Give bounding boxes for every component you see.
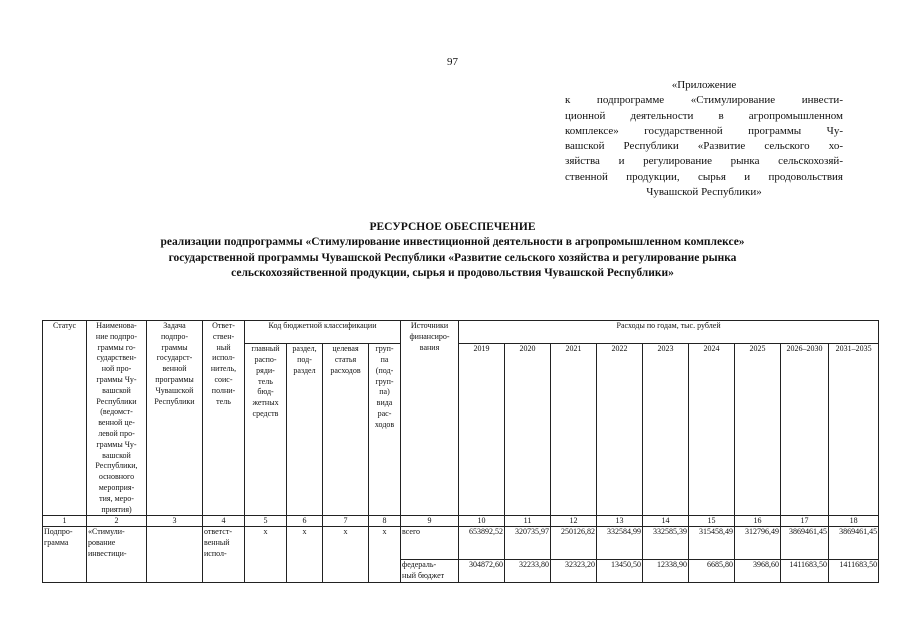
cell-line: Республики, [95, 461, 138, 471]
expense-value: 332584,99 [597, 527, 643, 560]
header-row-top [43, 321, 879, 344]
funding-source-cell [401, 560, 459, 583]
heading-subtitle-line: сельскохозяйственной продукции, сырья и продовольствия Чувашской Республики» [231, 267, 674, 280]
cell-line: вида [376, 398, 393, 408]
cell-line: вашской [102, 385, 131, 395]
header-status: Статус [43, 321, 87, 516]
header-target-item [323, 344, 369, 516]
cell-line: средств [252, 409, 279, 419]
cell-line: приятия) [101, 504, 132, 514]
expense-value: 250126,82 [551, 527, 597, 560]
cell-line: ние подпро- [95, 331, 138, 341]
cell-line: главный [251, 344, 280, 354]
expense-value: 6685,80 [689, 560, 735, 583]
cell-line: целевая [332, 344, 359, 354]
task-cell [147, 560, 203, 583]
appendix-line: «Приложение [671, 79, 737, 91]
expense-value: 320735,97 [505, 527, 551, 560]
cell-line: финансиро- [409, 331, 450, 341]
column-number: 12 [551, 516, 597, 527]
responsible-cell [203, 527, 245, 560]
expense-value: 13450,50 [597, 560, 643, 583]
header-year: 2020 [505, 344, 551, 516]
cell-line: граммы Чу- [96, 439, 137, 449]
header-year: 2023 [643, 344, 689, 516]
cell-line: па) [379, 387, 390, 397]
column-number: 6 [287, 516, 323, 527]
cell-line: ной про- [101, 364, 132, 374]
expense-value: 32323,20 [551, 560, 597, 583]
cell-line: под- [297, 355, 312, 365]
cell-line: «Стимули- [88, 527, 125, 537]
header-expenses-by-year: Расходы по годам, тыс. рублей [459, 321, 879, 344]
cell-line: груп- [375, 344, 394, 354]
header-year: 2031–2035 [829, 344, 879, 516]
header-year: 2026–2030 [781, 344, 829, 516]
column-number: 8 [369, 516, 401, 527]
expense-value: 312796,49 [735, 527, 781, 560]
header-section [287, 344, 323, 516]
appendix-line: ственной продукции, сырья и продовольствия [565, 170, 843, 183]
cell-line: бюд- [257, 387, 274, 397]
expense-value: 3869461,45 [829, 527, 879, 560]
cell-line: граммы го- [97, 342, 136, 352]
cell-line: ный бюджет [402, 571, 445, 581]
cell-line: рас- [377, 409, 392, 419]
program-name-cell [87, 527, 147, 560]
cell-line: полни- [211, 385, 236, 395]
expense-value: 12338,90 [643, 560, 689, 583]
header-year: 2024 [689, 344, 735, 516]
cell-line: федераль- [402, 560, 437, 570]
header-year: 2022 [597, 344, 643, 516]
table-row [43, 527, 879, 560]
cell-line: всего [402, 527, 421, 537]
status-cell [43, 560, 87, 583]
cell-line: вания [419, 342, 440, 352]
header-year: 2021 [551, 344, 597, 516]
funding-source-cell [401, 527, 459, 560]
column-number: 3 [147, 516, 203, 527]
cell-line: государст- [156, 353, 193, 363]
column-number: 15 [689, 516, 735, 527]
header-main-manager [245, 344, 287, 516]
expense-value: 3968,60 [735, 560, 781, 583]
cell-line: нитель, [210, 364, 237, 374]
cell-line: ный [216, 342, 231, 352]
appendix-line: зяйства и регулирование рынка сельскохозяй- [565, 155, 843, 168]
cell-line: венный [204, 538, 230, 548]
cell-line: Республики [154, 396, 195, 406]
cell-line: раздел, [292, 344, 317, 354]
cell-line: Ответ- [212, 321, 235, 330]
table-row [43, 560, 879, 583]
column-number: 18 [829, 516, 879, 527]
heading-title: РЕСУРСНОЕ ОБЕСПЕЧЕНИЕ [369, 221, 536, 233]
program-name-cell [87, 560, 147, 583]
cell-line: тия, меро- [99, 493, 134, 503]
cell-line: программы [155, 374, 194, 384]
expense-value: 1411683,50 [781, 560, 829, 583]
cell-line: подпро- [160, 331, 189, 341]
cell-line: Подпро- [44, 527, 73, 537]
column-number: 10 [459, 516, 505, 527]
cell-line: испол- [204, 548, 227, 558]
cell-line: граммы Чу- [96, 374, 137, 384]
cell-line: венной це- [98, 418, 135, 428]
cell-line: сударствен- [96, 353, 137, 363]
cell-line: ствен- [212, 331, 235, 341]
cell-line: Наименова- [96, 321, 137, 330]
cell-line: Республики [96, 396, 137, 406]
column-number: 14 [643, 516, 689, 527]
task-cell [147, 527, 203, 560]
cell-line: ряди- [256, 365, 275, 375]
header-task [147, 321, 203, 516]
appendix-line: к подпрограмме «Стимулирование инвести- [565, 94, 843, 107]
header-responsible [203, 321, 245, 516]
cell-line: венной [162, 364, 187, 374]
cell-line: раздел [293, 365, 316, 375]
column-number: 9 [401, 516, 459, 527]
cell-line: граммы [161, 342, 188, 352]
status-cell [43, 527, 87, 560]
budget-code-cell: x [245, 527, 287, 560]
cell-line: грамма [44, 538, 69, 548]
column-number: 5 [245, 516, 287, 527]
document-heading [0, 220, 905, 282]
column-number: 7 [323, 516, 369, 527]
cell-line: па [380, 355, 389, 365]
expense-value: 32233,80 [505, 560, 551, 583]
cell-line: вашской [102, 450, 131, 460]
cell-line: статья [334, 355, 357, 365]
header-expense-group [369, 344, 401, 516]
budget-code-cell [287, 560, 323, 583]
expense-value: 304872,60 [459, 560, 505, 583]
budget-code-cell [323, 560, 369, 583]
column-number: 16 [735, 516, 781, 527]
cell-line: основного [98, 472, 135, 482]
expense-value: 653892,52 [459, 527, 505, 560]
page-number: 97 [447, 56, 458, 68]
cell-line: рование [88, 538, 116, 548]
header-funding-sources [401, 321, 459, 516]
cell-line: (под- [375, 365, 394, 375]
column-number: 17 [781, 516, 829, 527]
cell-line: тель [258, 376, 273, 386]
heading-subtitle-line: государственной программы Чувашской Республики «Развитие сельского хозяйства и регулирование рынка [168, 251, 737, 264]
header-year: 2025 [735, 344, 781, 516]
expense-value: 315458,49 [689, 527, 735, 560]
expense-value: 332585,39 [643, 527, 689, 560]
column-number: 13 [597, 516, 643, 527]
cell-line: жетных [252, 398, 279, 408]
appendix-line: ционной деятельности в агропромышленном [565, 109, 843, 122]
cell-line: ответст- [204, 527, 232, 537]
responsible-cell [203, 560, 245, 583]
cell-line: груп- [375, 376, 394, 386]
header-budget-code: Код бюджетной классификации [245, 321, 401, 344]
column-number: 1 [43, 516, 87, 527]
expense-value: 3869461,45 [781, 527, 829, 560]
cell-line: соис- [214, 374, 233, 384]
header-name [87, 321, 147, 516]
budget-code-cell [245, 560, 287, 583]
budget-code-cell: x [323, 527, 369, 560]
cell-line: мероприя- [98, 482, 135, 492]
cell-line: Источники [410, 321, 449, 330]
budget-code-cell [369, 560, 401, 583]
cell-line: Чувашской [155, 385, 194, 395]
expense-value: 1411683,50 [829, 560, 879, 583]
appendix-line: вашской Республики «Развитие сельского хо- [565, 140, 843, 153]
column-number: 11 [505, 516, 551, 527]
cell-line: левой про- [98, 428, 135, 438]
cell-line: ходов [374, 419, 395, 429]
heading-subtitle-line: реализации подпрограммы «Стимулирование инвестиционной деятельности в агропромышленном комплексе» [160, 236, 745, 249]
budget-code-cell: x [369, 527, 401, 560]
cell-line: испол- [212, 353, 235, 363]
column-number-row [43, 516, 879, 527]
column-number: 4 [203, 516, 245, 527]
column-number: 2 [87, 516, 147, 527]
cell-line: расходов [330, 365, 361, 375]
appendix-note [565, 78, 843, 200]
cell-line: (ведомст- [100, 407, 133, 417]
cell-line: инвестици- [88, 548, 127, 558]
budget-code-cell: x [287, 527, 323, 560]
resource-table [42, 320, 879, 583]
appendix-line: Чувашской Республики» [646, 186, 762, 199]
cell-line: Задача [163, 321, 186, 330]
cell-line: распо- [254, 355, 277, 365]
cell-line: тель [216, 396, 231, 406]
header-year: 2019 [459, 344, 505, 516]
appendix-line: комплексе» государственной программы Чу- [565, 124, 843, 137]
